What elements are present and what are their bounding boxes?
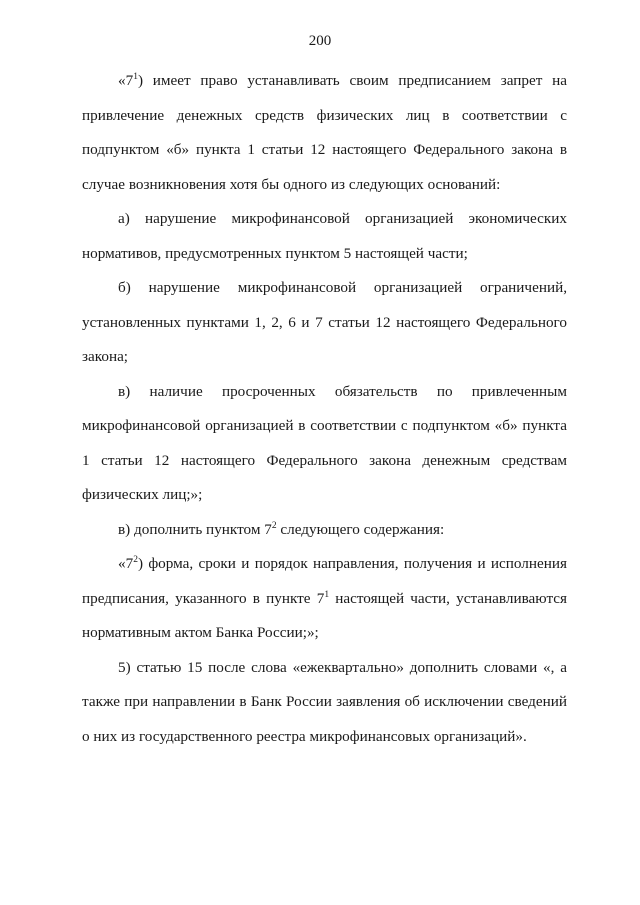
paragraph-text: 5) статью 15 после слова «ежеквартально» дополнить словами «, а также при направлении в Банк России заявления об исключении сведений о них из государственного реестра микрофинансовых организаций».: [82, 658, 567, 745]
paragraph: [82, 271, 567, 375]
page-number: 200: [308, 33, 332, 49]
superscript: 1: [324, 589, 330, 600]
paragraph: [82, 202, 567, 271]
paragraph: [82, 547, 567, 651]
paragraph-text: настоящей части, устанавливаются нормативным актом Банка России;»;: [82, 589, 567, 641]
document-body: [82, 64, 567, 754]
superscript: 2: [271, 520, 277, 531]
paragraph-text: б) нарушение микрофинансовой организацией ограничений, установленных пунктами 1, 2, 6 и 7 статьи 12 настоящего Федерального закона;: [82, 279, 567, 365]
paragraph-text: в) наличие просроченных обязательств по привлеченным микрофинансовой организацией в соответствии с подпунктом «б» пункта 1 статьи 12 настоящего Федерального закона денежным средствам физических лиц;»;: [82, 382, 567, 503]
paragraph-text: ) имеет право устанавливать своим предписанием запрет на привлечение денежных средств физических лиц в соответствии с подпунктом «б» пункта 1 статьи 12 настоящего Федерального закона в случае возникновения хотя бы одного из следующих оснований:: [82, 72, 567, 193]
paragraph: [82, 513, 567, 548]
paragraph-text: следующего содержания:: [276, 520, 445, 538]
paragraph: [82, 64, 567, 202]
paragraph-text: «7: [118, 72, 134, 89]
paragraph-text: «7: [118, 555, 134, 572]
paragraph-text: в) дополнить пунктом 7: [118, 520, 272, 538]
superscript: 1: [133, 72, 138, 82]
paragraph: [82, 375, 567, 513]
superscript: 2: [133, 555, 138, 565]
paragraph: [82, 651, 567, 755]
paragraph-text: а) нарушение микрофинансовой организацией экономических нормативов, предусмотренных пунктом 5 настоящей части;: [82, 210, 567, 262]
paragraph-text: ) форма, сроки и порядок направления, получения и исполнения предписания, указанного в пункте 7: [82, 555, 567, 607]
